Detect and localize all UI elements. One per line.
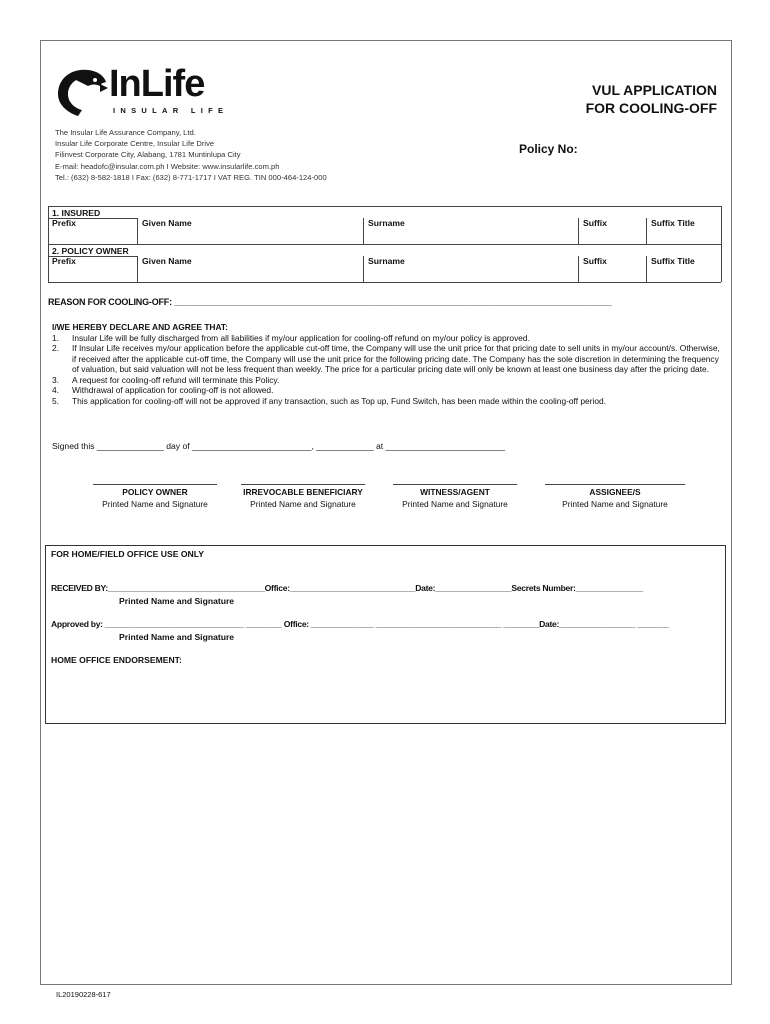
form-code: IL20190228-617 [56, 990, 111, 999]
grid-right-border [721, 206, 722, 282]
received-by-field[interactable]: RECEIVED BY:___________________________________Office:____________________________Date:_________________Secrets Number:_______________ [51, 583, 643, 593]
logo-wordmark: InLife [109, 63, 205, 105]
insured-given-name-field[interactable]: Given Name [137, 218, 361, 244]
declaration-item: 1. Insular Life will be fully discharged from all liabilities if my/our application for cooling-off refund on my/our policy is approved. [52, 332, 530, 343]
insured-heading: 1. INSURED [52, 208, 101, 218]
owner-suffix-title-field[interactable]: Suffix Title [646, 256, 721, 282]
declaration-heading: I/WE HEREBY DECLARE AND AGREE THAT: [52, 322, 228, 332]
reason-for-cooling-off-field[interactable]: REASON FOR COOLING-OFF: ___________________________________________________________________________________________ [48, 297, 612, 307]
company-address [55, 127, 327, 183]
insured-surname-field[interactable]: Surname [363, 218, 578, 244]
address-line: Tel.: (632) 8-582-1818 I Fax: (632) 8-771-1717 I VAT REG. TIN 000-464-124-000 [55, 172, 327, 182]
insured-heading-underline [48, 218, 138, 219]
office-use-heading: FOR HOME/FIELD OFFICE USE ONLY [51, 549, 204, 559]
policy-owner-signature[interactable]: POLICY OWNER Printed Name and Signature [90, 484, 220, 510]
address-line: Filinvest Corporate City, Alabang, 1781 Muntinlupa City [55, 150, 241, 160]
owner-prefix-field[interactable]: Prefix [52, 256, 76, 266]
owner-heading-underline [48, 256, 138, 257]
assignee-signature[interactable]: ASSIGNEE/S Printed Name and Signature [540, 484, 690, 510]
received-by-caption: Printed Name and Signature [119, 596, 235, 606]
declaration-item: 3. A request for cooling-off refund will terminate this Policy. [52, 374, 280, 385]
owner-surname-field[interactable]: Surname [363, 256, 578, 282]
insured-suffix-field[interactable]: Suffix [578, 218, 645, 244]
address-line: E-mail: headofc@insular.com.ph I Website: www.insularlife.com.ph [55, 161, 280, 171]
declaration-section [52, 322, 720, 406]
home-office-endorsement-field[interactable]: HOME OFFICE ENDORSEMENT: [51, 655, 182, 665]
address-line: The Insular Life Assurance Company, Ltd. [55, 128, 196, 137]
declaration-item: 5. This application for cooling-off will not be approved if any transaction, such as Top up, Fund Switch, has been made within the cooling-off period. [52, 395, 606, 406]
owner-given-name-field[interactable]: Given Name [137, 256, 361, 282]
owner-heading: 2. POLICY OWNER [52, 246, 129, 256]
grid-top-border [48, 206, 721, 207]
insured-prefix-field[interactable]: Prefix [52, 218, 76, 228]
grid-bottom-border [48, 282, 721, 283]
owner-suffix-field[interactable]: Suffix [578, 256, 645, 282]
office-use-box [45, 545, 726, 724]
signed-date-place-field[interactable]: Signed this ______________ day of _________________________, ____________ at _________________________ [52, 441, 506, 451]
form-title: VUL APPLICATION FOR COOLING-OFF [585, 82, 717, 116]
grid-mid-border [48, 244, 721, 245]
address-line: Insular Life Corporate Centre, Insular Life Drive [55, 139, 215, 149]
declaration-item: 4. Withdrawal of application for cooling-off is not allowed. [52, 385, 274, 395]
declaration-item: 2. If Insular Life receives my/our application before the applicable cut-off time, the Company will use the unit price for that pricing date to sell units in my/our account/s. Otherwise, if received after the applicable cut-off time, the Company will use the unit price for the following pricing date. The Company has the sole discretion in determining the frequency of valuation, but said valuation will not be less frequent than weekly. The price for a particular pricing date will only be known at least one business day after the pricing date. [52, 343, 720, 374]
approved-by-field[interactable]: Approved by: _______________________________ ________ Office: ______________ ____________________________ ________Date:_________________ _______ [51, 619, 669, 629]
policy-number-label: Policy No: [519, 142, 578, 156]
approved-by-caption: Printed Name and Signature [119, 632, 235, 642]
logo-subtitle: INSULAR LIFE [113, 106, 229, 115]
witness-agent-signature[interactable]: WITNESS/AGENT Printed Name and Signature [390, 484, 520, 510]
insured-suffix-title-field[interactable]: Suffix Title [646, 218, 721, 244]
beneficiary-signature[interactable]: IRREVOCABLE BENEFICIARY Printed Name and Signature [238, 484, 368, 510]
